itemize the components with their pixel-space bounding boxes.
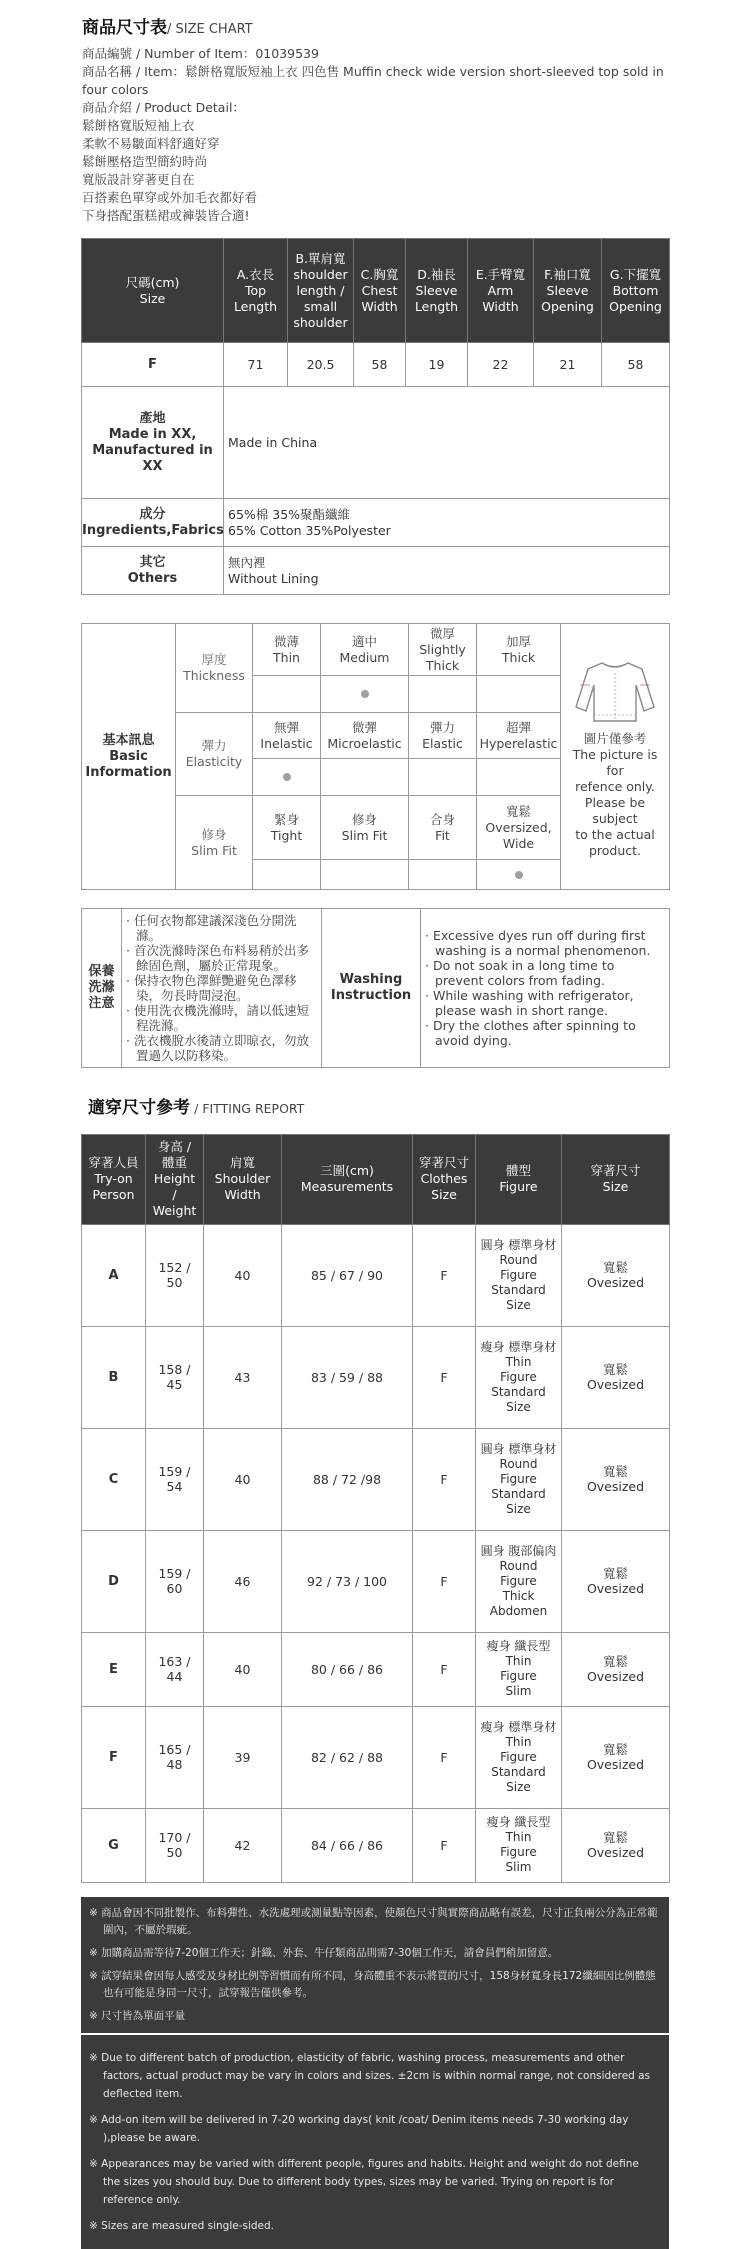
fitting-cell-clothes-size: F xyxy=(413,1224,476,1326)
dot-cell xyxy=(409,759,477,796)
washing-item-en: · Do not soak in a long time to prevent colors from fading. xyxy=(425,958,615,989)
fitting-cell-person: F xyxy=(82,1706,146,1808)
dot-cell xyxy=(477,860,561,890)
fitting-cell-person: G xyxy=(82,1808,146,1882)
fitting-cell-fit-size: 寬鬆 Ovesized xyxy=(562,1428,670,1530)
origin-label: 產地 Made in XX, Manufactured in XX xyxy=(82,387,224,499)
title-zh: 商品尺寸表 xyxy=(82,18,167,38)
dot-cell xyxy=(409,860,477,890)
fitting-cell-shoulder-width: 40 xyxy=(204,1632,282,1706)
dot-cell xyxy=(253,860,321,890)
fitting-cell-figure: 瘦身 標準身材 Thin Figure Standard Size xyxy=(476,1326,562,1428)
thickness-options-row xyxy=(82,624,670,676)
fitting-cell-shoulder-width: 43 xyxy=(204,1326,282,1428)
note-zh: ※ 尺寸皆為單面平量 xyxy=(89,2009,186,2022)
note-en: ※ Due to different batch of production, elasticity of fabric, washing process, measurements and other factors, actual product may be vary in colors and sizes. ±2cm is within normal range, not considered as deflected item. xyxy=(89,2051,651,2100)
size-cell: 58 xyxy=(602,343,670,387)
slimfit-label: 修身 Slim Fit xyxy=(176,796,253,890)
fitting-cell-shoulder-width: 46 xyxy=(204,1530,282,1632)
washing-title-en: Washing Instruction xyxy=(322,909,421,1068)
fitting-cell-clothes-size: F xyxy=(413,1326,476,1428)
elasticity-option: 超彈 Hyperelastic xyxy=(477,713,561,759)
fitting-cell-person: B xyxy=(82,1326,146,1428)
note-zh: ※ 加購商品需等待7-20個工作天；針織、外套、牛仔類商品則需7-30個工作天，請會員們稍加留意。 xyxy=(89,1946,559,1959)
note-en: ※ Add-on item will be delivered in 7-20 working days( knit /coat/ Denim items needs 7-30 working day ),please be aware. xyxy=(89,2113,629,2144)
picture-reference-note xyxy=(561,624,670,890)
detail-label: 商品介紹 / Product Detail： xyxy=(82,100,245,116)
detail-line: 鬆餅格寬版短袖上衣 xyxy=(82,118,195,134)
header-measurements: 三圍(cm) Measurements xyxy=(282,1134,413,1224)
elasticity-option: 彈力 Elastic xyxy=(409,713,477,759)
product-info xyxy=(0,43,750,225)
detail-line: 百搭素色單穿或外加毛衣都好看 xyxy=(82,190,258,206)
size-header-row xyxy=(82,239,670,343)
header-arm-width: E.手臂寬 Arm Width xyxy=(468,239,534,343)
elasticity-option: 微彈 Microelastic xyxy=(321,713,409,759)
fitting-cell-measurements: 83 / 59 / 88 xyxy=(282,1326,413,1428)
dot-cell xyxy=(321,676,409,713)
size-chart-title xyxy=(0,0,750,43)
thickness-label: 厚度 Thickness xyxy=(176,624,253,713)
fitting-cell-height-weight: 152 / 50 xyxy=(146,1224,204,1326)
header-fit-size: 穿著尺寸 Size xyxy=(562,1134,670,1224)
fitting-cell-figure: 瘦身 纖長型 Thin Figure Slim xyxy=(476,1632,562,1706)
slimfit-option: 合身 Fit xyxy=(409,796,477,860)
fitting-cell-clothes-size: F xyxy=(413,1808,476,1882)
notes-en xyxy=(81,2035,669,2249)
note-zh: ※ 商品會因不同批製作、布料彈性、水洗處理或測量點等因素，使顏色尺寸與實際商品略有誤差，尺寸正負兩公分為正常範圍內，不屬於瑕疵。 xyxy=(89,1906,658,1936)
detail-line: 寬版設計穿著更自在 xyxy=(82,172,195,188)
note-en: ※ Sizes are measured single-sided. xyxy=(89,2219,275,2232)
fitting-row xyxy=(82,1428,670,1530)
fitting-cell-measurements: 82 / 62 / 88 xyxy=(282,1706,413,1808)
header-top-length: A.衣長 Top Length xyxy=(224,239,288,343)
header-shoulder: B.單肩寬 shoulder length / small shoulder xyxy=(288,239,354,343)
origin-value: Made in China xyxy=(224,387,670,499)
fitting-row xyxy=(82,1808,670,1882)
washing-title-zh: 保養 洗滌 注意 xyxy=(82,909,122,1068)
thickness-option: 微薄 Thin xyxy=(253,624,321,676)
washing-item-en: · Excessive dyes run off during first washing is a normal phenomenon. xyxy=(425,928,651,959)
slimfit-option: 寬鬆 Oversized, Wide xyxy=(477,796,561,860)
size-cell: F xyxy=(82,343,224,387)
dot-cell xyxy=(321,860,409,890)
washing-item-en: · Dry the clothes after spinning to avoid dying. xyxy=(425,1018,636,1049)
fitting-cell-person: E xyxy=(82,1632,146,1706)
header-chest: C.胸寬 Chest Width xyxy=(354,239,406,343)
fitting-cell-person: D xyxy=(82,1530,146,1632)
size-cell: 22 xyxy=(468,343,534,387)
washing-item-zh: · 任何衣物都建議深淺色分開洗滌。 xyxy=(126,913,297,944)
selected-dot-icon xyxy=(515,871,523,879)
washing-item-zh: · 首次洗滌時深色布料易稍於出多餘固色劑，屬於正常現象。 xyxy=(126,943,309,974)
fitting-cell-measurements: 85 / 67 / 90 xyxy=(282,1224,413,1326)
others-row xyxy=(82,547,670,595)
title-en: / SIZE CHART xyxy=(167,22,253,37)
washing-item-zh: · 保持衣物色澤鮮艷避免色澤移染，勿長時間浸泡。 xyxy=(126,973,297,1004)
fitting-cell-figure: 圓身 標準身材 Round Figure Standard Size xyxy=(476,1224,562,1326)
header-bottom-opening: G.下擺寬 Bottom Opening xyxy=(602,239,670,343)
fitting-table xyxy=(81,1134,670,1883)
basic-info-table xyxy=(81,623,670,890)
size-row-f xyxy=(82,343,670,387)
sweater-icon xyxy=(572,655,658,727)
size-cell: 19 xyxy=(406,343,468,387)
item-name: 商品名稱 / Item：鬆餅格寬版短袖上衣 四色售 Muffin check wide version short-sleeved top sold in four colors xyxy=(82,64,664,98)
fitting-cell-figure: 瘦身 標準身材 Thin Figure Standard Size xyxy=(476,1706,562,1808)
slimfit-option: 緊身 Tight xyxy=(253,796,321,860)
selected-dot-icon xyxy=(283,773,291,781)
size-cell: 71 xyxy=(224,343,288,387)
elasticity-option: 無彈 Inelastic xyxy=(253,713,321,759)
header-shoulder-width: 肩寬 Shoulder Width xyxy=(204,1134,282,1224)
dot-cell xyxy=(477,759,561,796)
fitting-cell-measurements: 92 / 73 / 100 xyxy=(282,1530,413,1632)
others-label: 其它 Others xyxy=(82,547,224,595)
header-sleeve-opening: F.袖口寬 Sleeve Opening xyxy=(534,239,602,343)
fitting-cell-clothes-size: F xyxy=(413,1706,476,1808)
ingredients-label: 成分 Ingredients,Fabrics xyxy=(82,499,224,547)
size-cell: 21 xyxy=(534,343,602,387)
fitting-title-en: / FITTING REPORT xyxy=(194,1101,305,1117)
fitting-cell-shoulder-width: 40 xyxy=(204,1224,282,1326)
fitting-cell-measurements: 88 / 72 /98 xyxy=(282,1428,413,1530)
fitting-cell-height-weight: 163 / 44 xyxy=(146,1632,204,1706)
washing-item-en: · While washing with refrigerator, please wash in short range. xyxy=(425,988,634,1019)
fitting-row xyxy=(82,1706,670,1808)
fitting-cell-fit-size: 寬鬆 Ovesized xyxy=(562,1224,670,1326)
fitting-cell-fit-size: 寬鬆 Ovesized xyxy=(562,1530,670,1632)
slimfit-option: 修身 Slim Fit xyxy=(321,796,409,860)
header-try-on-person: 穿著人員 Try-on Person xyxy=(82,1134,146,1224)
fitting-row xyxy=(82,1632,670,1706)
ingredients-row xyxy=(82,499,670,547)
thickness-option: 適中 Medium xyxy=(321,624,409,676)
fitting-cell-figure: 圓身 標準身材 Round Figure Standard Size xyxy=(476,1428,562,1530)
fitting-cell-clothes-size: F xyxy=(413,1530,476,1632)
fitting-cell-measurements: 84 / 66 / 86 xyxy=(282,1808,413,1882)
washing-list-en xyxy=(421,909,670,1068)
note-en: ※ Appearances may be varied with different people, figures and habits. Height and weight do not define the sizes you should buy. Due to different body types, sizes may be varied. Trying on report is for reference only. xyxy=(89,2157,639,2206)
fitting-cell-figure: 圓身 腹部偏肉 Round Figure Thick Abdomen xyxy=(476,1530,562,1632)
fitting-cell-measurements: 80 / 66 / 86 xyxy=(282,1632,413,1706)
fitting-header-row xyxy=(82,1134,670,1224)
header-sleeve-length: D.袖長 Sleeve Length xyxy=(406,239,468,343)
dot-cell xyxy=(477,676,561,713)
dot-cell xyxy=(253,759,321,796)
washing-item-zh: · 使用洗衣機洗滌時，請以低速短程洗滌。 xyxy=(126,1003,309,1034)
fitting-cell-shoulder-width: 42 xyxy=(204,1808,282,1882)
thickness-option: 加厚 Thick xyxy=(477,624,561,676)
fitting-cell-height-weight: 159 / 60 xyxy=(146,1530,204,1632)
washing-item-zh: · 洗衣機脫水後請立即晾衣，勿放置過久以防移染。 xyxy=(126,1033,309,1064)
fitting-cell-figure: 瘦身 纖長型 Thin Figure Slim xyxy=(476,1808,562,1882)
fitting-row xyxy=(82,1530,670,1632)
fitting-cell-height-weight: 165 / 48 xyxy=(146,1706,204,1808)
washing-row xyxy=(82,909,670,1068)
fitting-row xyxy=(82,1326,670,1428)
fitting-cell-fit-size: 寬鬆 Ovesized xyxy=(562,1632,670,1706)
header-figure: 體型 Figure xyxy=(476,1134,562,1224)
fitting-cell-height-weight: 159 / 54 xyxy=(146,1428,204,1530)
size-cell: 20.5 xyxy=(288,343,354,387)
size-cell: 58 xyxy=(354,343,406,387)
ingredients-value: 65%棉 35%聚酯纖維 65% Cotton 35%Polyester xyxy=(224,499,670,547)
dot-cell xyxy=(321,759,409,796)
washing-list-zh xyxy=(122,909,322,1068)
detail-line: 下身搭配蛋糕裙或褲裝皆合適! xyxy=(82,208,250,224)
elasticity-label: 彈力 Elasticity xyxy=(176,713,253,796)
fitting-cell-person: A xyxy=(82,1224,146,1326)
picture-note-text: 圖片僅參考 The picture is for refence only. Please be subject to the actual product. xyxy=(572,730,658,858)
header-height-weight: 身高 / 體重 Height / Weight xyxy=(146,1134,204,1224)
notes-zh xyxy=(81,1897,669,2033)
header-size: 尺碼(cm) Size xyxy=(82,239,224,343)
origin-row xyxy=(82,387,670,499)
note-zh: ※ 試穿結果會因每人感受及身材比例等習慣而有所不同，身高體重不表示將買的尺寸，158身材寬身長172纖細因比例體態也有可能是身同一尺寸，試穿報告僅供參考。 xyxy=(89,1969,656,1999)
fitting-body xyxy=(82,1224,670,1882)
washing-table xyxy=(81,908,670,1068)
fitting-cell-shoulder-width: 40 xyxy=(204,1428,282,1530)
fitting-cell-fit-size: 寬鬆 Ovesized xyxy=(562,1326,670,1428)
basic-info-title: 基本訊息 Basic Information xyxy=(82,624,176,890)
size-chart-table xyxy=(81,238,670,595)
selected-dot-icon xyxy=(361,690,369,698)
fitting-cell-clothes-size: F xyxy=(413,1632,476,1706)
fitting-cell-person: C xyxy=(82,1428,146,1530)
fitting-cell-fit-size: 寬鬆 Ovesized xyxy=(562,1706,670,1808)
others-value: 無內裡 Without Lining xyxy=(224,547,670,595)
detail-line: 鬆餅壓格造型簡約時尚 xyxy=(82,154,208,170)
header-clothes-size: 穿著尺寸 Clothes Size xyxy=(413,1134,476,1224)
dot-cell xyxy=(253,676,321,713)
fitting-report-title xyxy=(0,1068,750,1119)
fitting-cell-fit-size: 寬鬆 Ovesized xyxy=(562,1808,670,1882)
fitting-cell-shoulder-width: 39 xyxy=(204,1706,282,1808)
fitting-cell-clothes-size: F xyxy=(413,1428,476,1530)
fitting-title-zh: 適穿尺寸參考 xyxy=(88,1098,190,1119)
dot-cell xyxy=(409,676,477,713)
fitting-cell-height-weight: 158 / 45 xyxy=(146,1326,204,1428)
thickness-option: 微厚 Slightly Thick xyxy=(409,624,477,676)
detail-line: 柔軟不易皺面料舒適好穿 xyxy=(82,136,220,152)
item-number: 商品編號 / Number of Item：01039539 xyxy=(82,46,319,62)
fitting-cell-height-weight: 170 / 50 xyxy=(146,1808,204,1882)
fitting-row xyxy=(82,1224,670,1326)
